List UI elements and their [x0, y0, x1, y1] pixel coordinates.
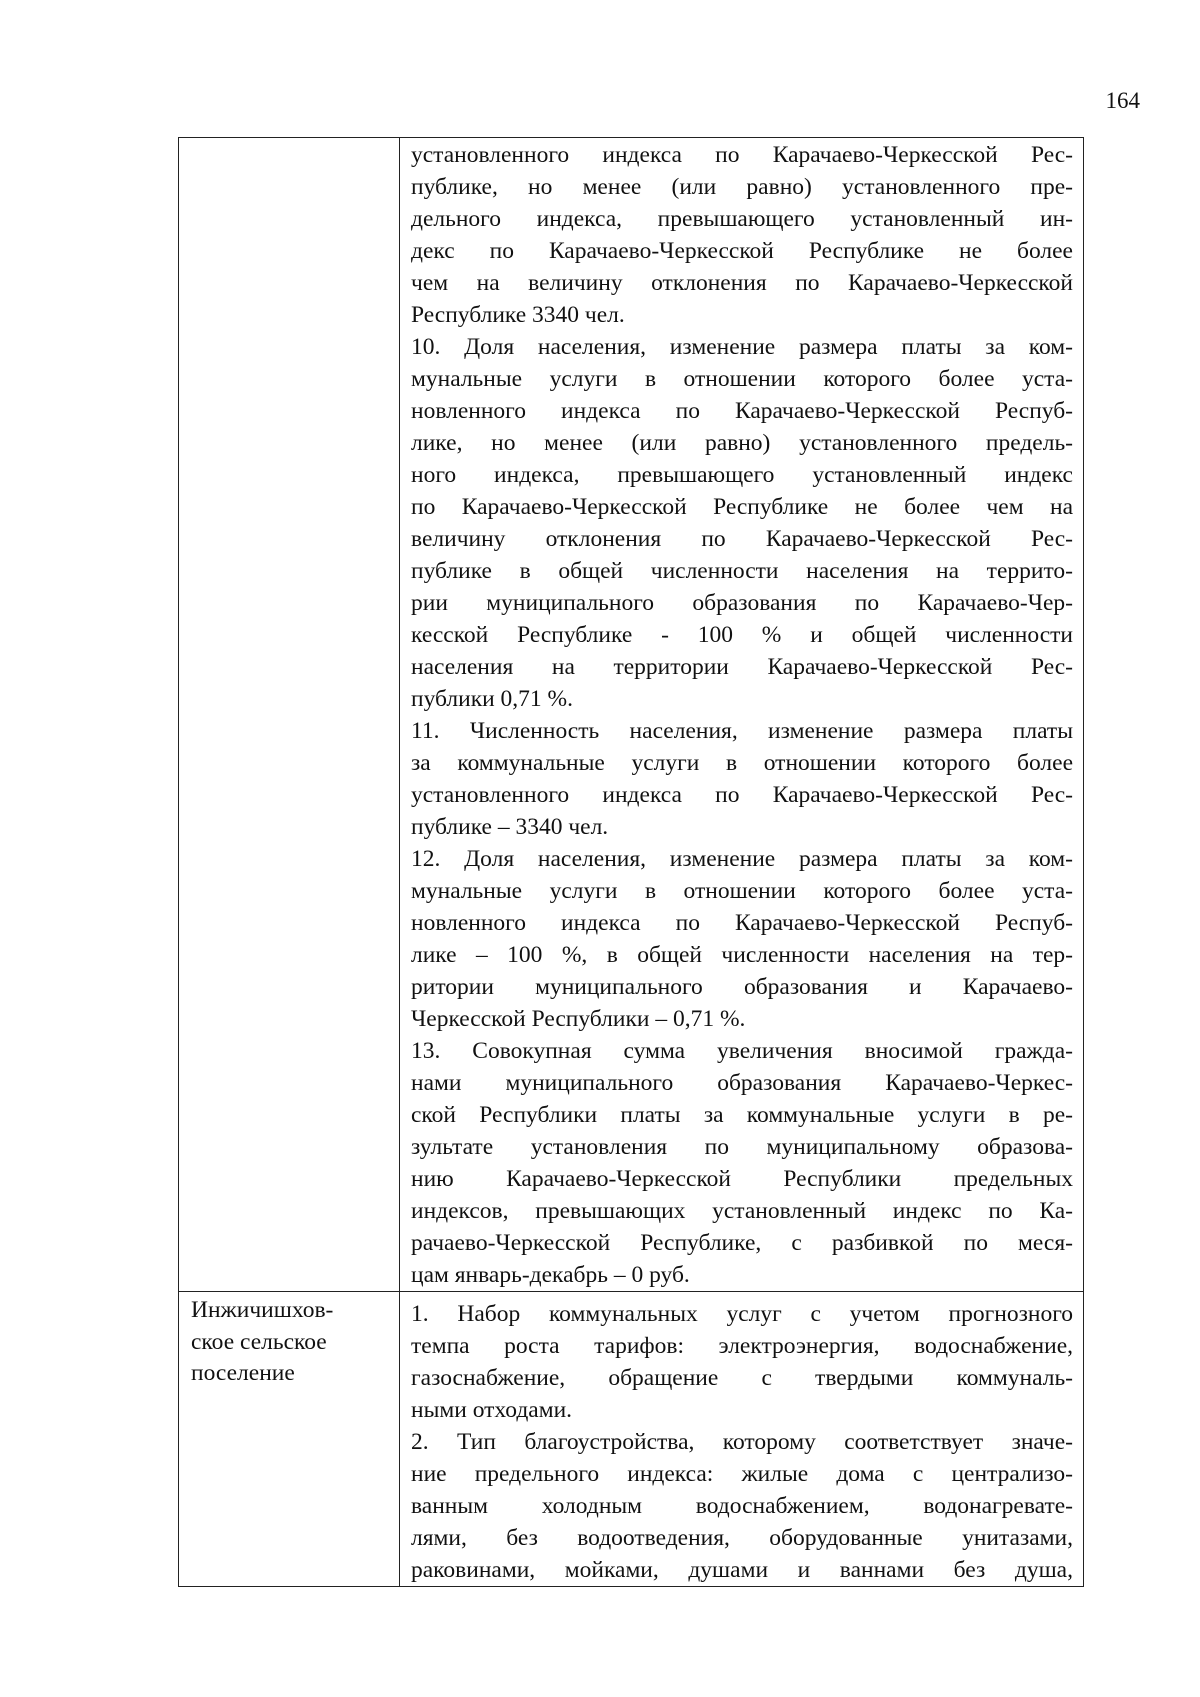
text-line: за коммунальные услуги в отношении которого более [411, 750, 1073, 776]
text-line: населения на территории Карачаево-Черкесской Рес- [411, 654, 1073, 680]
text-line: лике – 100 %, в общей численности населения на тер- [411, 942, 1073, 968]
table-row [179, 1292, 1084, 1587]
table-row [179, 138, 1084, 1292]
text-line: публики 0,71 %. [411, 686, 574, 712]
municipality-name [179, 1292, 399, 1390]
text-line: ской Республики платы за коммунальные услуги в ре- [411, 1102, 1073, 1128]
text-line: публике, но менее (или равно) установленного пре- [411, 174, 1073, 200]
text-line: мунальные услуги в отношении которого более уста- [411, 366, 1073, 392]
text-line: декс по Карачаево-Черкесской Республике не более [411, 238, 1073, 264]
text-line: зультате установления по муниципальному образова- [411, 1134, 1073, 1160]
text-line: 10. Доля населения, изменение размера платы за ком- [411, 334, 1073, 360]
text-line: установленного индекса по Карачаево-Черкесской Рес- [411, 142, 1073, 168]
municipality-name-line: Инжичишхов- [191, 1297, 334, 1323]
text-line: индексов, превышающих установленный индекс по Ка- [411, 1198, 1073, 1224]
text-line: ного индекса, превышающего установленный индекс [411, 462, 1073, 488]
municipality-cell [179, 138, 400, 1292]
text-line: ние предельного индекса: жилые дома с централизо- [411, 1461, 1073, 1487]
municipality-cell [179, 1292, 400, 1587]
text-line: ными отходами. [411, 1397, 573, 1423]
paragraph-item-2 [411, 1426, 1073, 1586]
text-line: темпа роста тарифов: электроэнергия, водоснабжение, [411, 1333, 1073, 1359]
text-line: дельного индекса, превышающего установленный ин- [411, 206, 1073, 232]
paragraph-item-10 [411, 331, 1073, 715]
text-line: 1. Набор коммунальных услуг с учетом прогнозного [411, 1301, 1073, 1327]
text-line: 12. Доля населения, изменение размера платы за ком- [411, 846, 1073, 872]
municipality-name-line: поселение [191, 1360, 295, 1386]
text-line: лями, без водоотведения, оборудованные унитазами, [411, 1525, 1073, 1551]
text-line: 13. Совокупная сумма увеличения вносимой гражда- [411, 1038, 1073, 1064]
text-line: публике – 3340 чел. [411, 814, 609, 840]
text-line: раковинами, мойками, душами и ваннами без душа, [411, 1557, 1073, 1583]
text-line: цам январь-декабрь – 0 руб. [411, 1262, 690, 1288]
text-line: нами муниципального образования Карачаево-Черкес- [411, 1070, 1073, 1096]
indicators-cell [400, 138, 1084, 1292]
text-line: установленного индекса по Карачаево-Черкесской Рес- [411, 782, 1073, 808]
text-line: по Карачаево-Черкесской Республике не более чем на [411, 494, 1073, 520]
text-line: 11. Численность населения, изменение размера платы [411, 718, 1073, 744]
text-line: величину отклонения по Карачаево-Черкесской Рес- [411, 526, 1073, 552]
text-line: кесской Республике - 100 % и общей численности [411, 622, 1073, 648]
text-line: ритории муниципального образования и Карачаево- [411, 974, 1073, 1000]
text-line: Черкесской Республики – 0,71 %. [411, 1006, 746, 1032]
text-line: публике в общей численности населения на террито- [411, 558, 1073, 584]
paragraph-item-12 [411, 843, 1073, 1035]
text-line: Республике 3340 чел. [411, 302, 625, 328]
page-number: 164 [1105, 88, 1140, 113]
paragraph-item-11 [411, 715, 1073, 843]
indicators-cell [400, 1292, 1084, 1587]
text-line: нию Карачаево-Черкесской Республики предельных [411, 1166, 1073, 1192]
paragraph-item-13 [411, 1035, 1073, 1291]
document-table [178, 137, 1084, 1587]
text-line: газоснабжение, обращение с твердыми коммуналь- [411, 1365, 1073, 1391]
text-line: рии муниципального образования по Карачаево-Чер- [411, 590, 1073, 616]
paragraph [411, 139, 1073, 331]
text-line: чем на величину отклонения по Карачаево-Черкесской [411, 270, 1073, 296]
indicators-text [400, 138, 1083, 1291]
municipality-name-line: ское сельское [191, 1328, 327, 1355]
paragraph-item-1 [411, 1298, 1073, 1426]
indicators-text [400, 1292, 1083, 1586]
text-line: 2. Тип благоустройства, которому соответствует значе- [411, 1429, 1073, 1455]
text-line: новленного индекса по Карачаево-Черкесской Респуб- [411, 398, 1073, 424]
text-line: рачаево-Черкесской Республике, с разбивкой по меся- [411, 1230, 1073, 1256]
text-line: мунальные услуги в отношении которого более уста- [411, 878, 1073, 904]
text-line: новленного индекса по Карачаево-Черкесской Респуб- [411, 910, 1073, 936]
text-line: ванным холодным водоснабжением, водонагревате- [411, 1493, 1073, 1519]
text-line: лике, но менее (или равно) установленного предель- [411, 430, 1073, 456]
